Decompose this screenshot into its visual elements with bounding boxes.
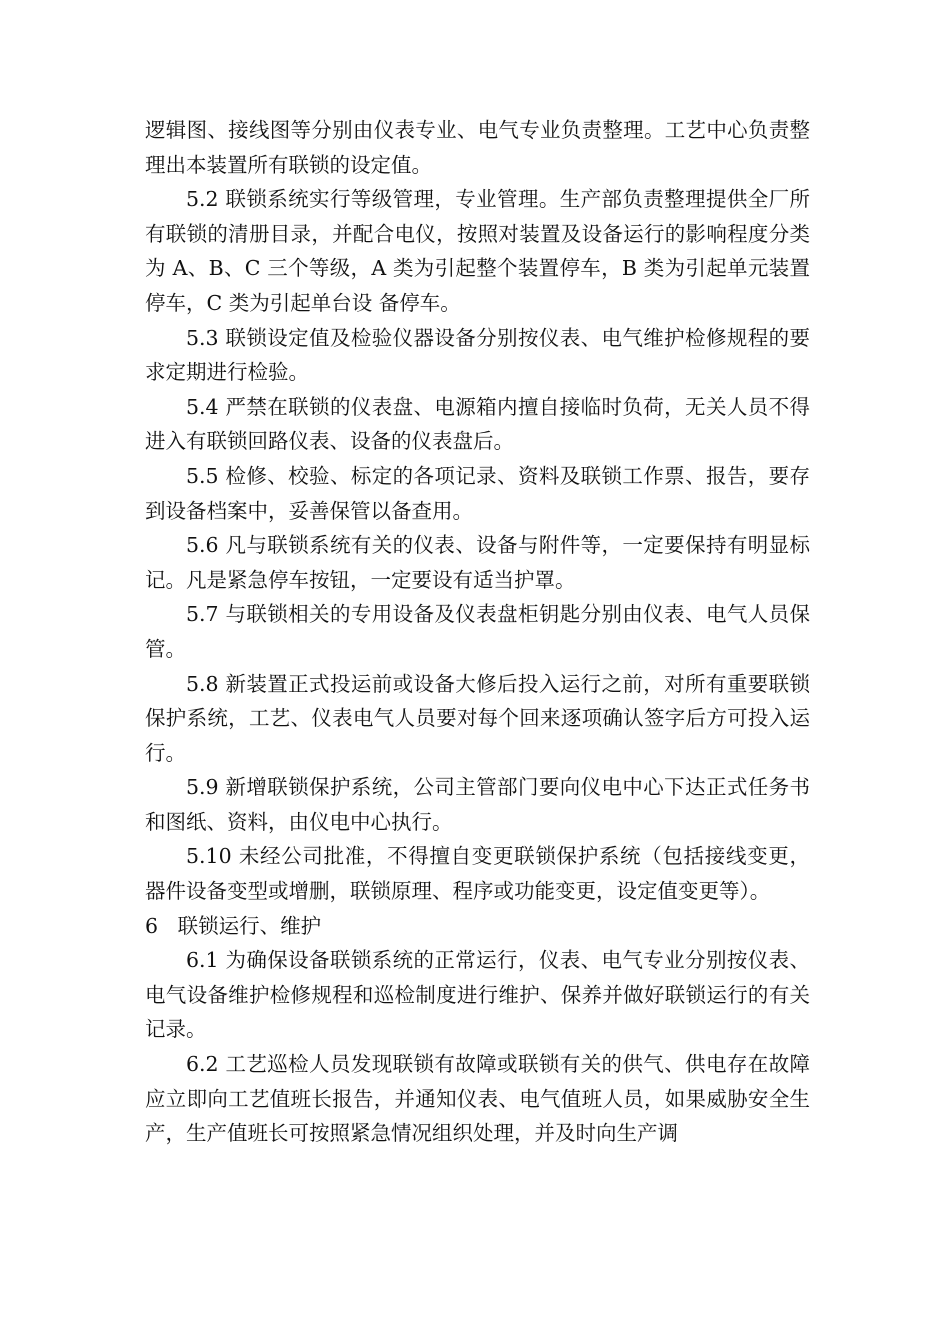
- clause-5-4: 5.4 严禁在联锁的仪表盘、电源箱内擅自接临时负荷，无关人员不得进入有联锁回路仪表、设备的仪表盘后。: [145, 394, 810, 454]
- clause-5-2: 5.2 联锁系统实行等级管理，专业管理。生产部负责整理提供全厂所有联锁的清册目录，并配合电仪，按照对装置及设备运行的影响程度分类为 A、B、C 三个等级，A 类为引起整个装置停车，B 类为引起单元装置停车，C 类为引起单台设 备停车。: [145, 187, 810, 315]
- clause-5-5: 5.5 检修、校验、标定的各项记录、资料及联锁工作票、报告，要存到设备档案中，妥善保管以备查用。: [145, 463, 810, 523]
- clause-5-9: 5.9 新增联锁保护系统，公司主管部门要向仪电中心下达正式任务书和图纸、资料，由仪电中心执行。: [145, 775, 810, 834]
- clause-6-1: 6.1 为确保设备联锁系统的正常运行，仪表、电气专业分别按仪表、电气设备维护检修规程和巡检制度进行维护、保养并做好联锁运行的有关记录。: [145, 948, 810, 1042]
- clause-5-6: 5.6 凡与联锁系统有关的仪表、设备与附件等，一定要保持有明显标记。凡是紧急停车按钮，一定要设有适当护罩。: [145, 533, 810, 592]
- section-heading-6: 6 联锁运行、维护: [145, 913, 322, 938]
- clause-5-3: 5.3 联锁设定值及检验仪器设备分别按仪表、电气维护检修规程的要求定期进行检验。: [145, 325, 810, 385]
- paragraph-continuation: 逻辑图、接线图等分别由仪表专业、电气专业负责整理。工艺中心负责整理出本装置所有联锁的设定值。: [145, 118, 810, 177]
- document-page: [145, 113, 810, 1151]
- clause-5-7: 5.7 与联锁相关的专用设备及仪表盘柜钥匙分别由仪表、电气人员保管。: [145, 602, 810, 661]
- clause-6-2: 6.2 工艺巡检人员发现联锁有故障或联锁有关的供气、供电存在故障应立即向工艺值班长报告，并通知仪表、电气值班人员，如果威胁安全生产，生产值班长可按照紧急情况组织处理，并及时向生产调: [145, 1052, 810, 1146]
- clause-5-10: 5.10 未经公司批准，不得擅自变更联锁保护系统（包括接线变更，器件设备变型或增删，联锁原理、程序或功能变更，设定值变更等）。: [145, 844, 810, 904]
- clause-5-8: 5.8 新装置正式投运前或设备大修后投入运行之前，对所有重要联锁保护系统，工艺、仪表电气人员要对每个回来逐项确认签字后方可投入运行。: [145, 671, 810, 765]
